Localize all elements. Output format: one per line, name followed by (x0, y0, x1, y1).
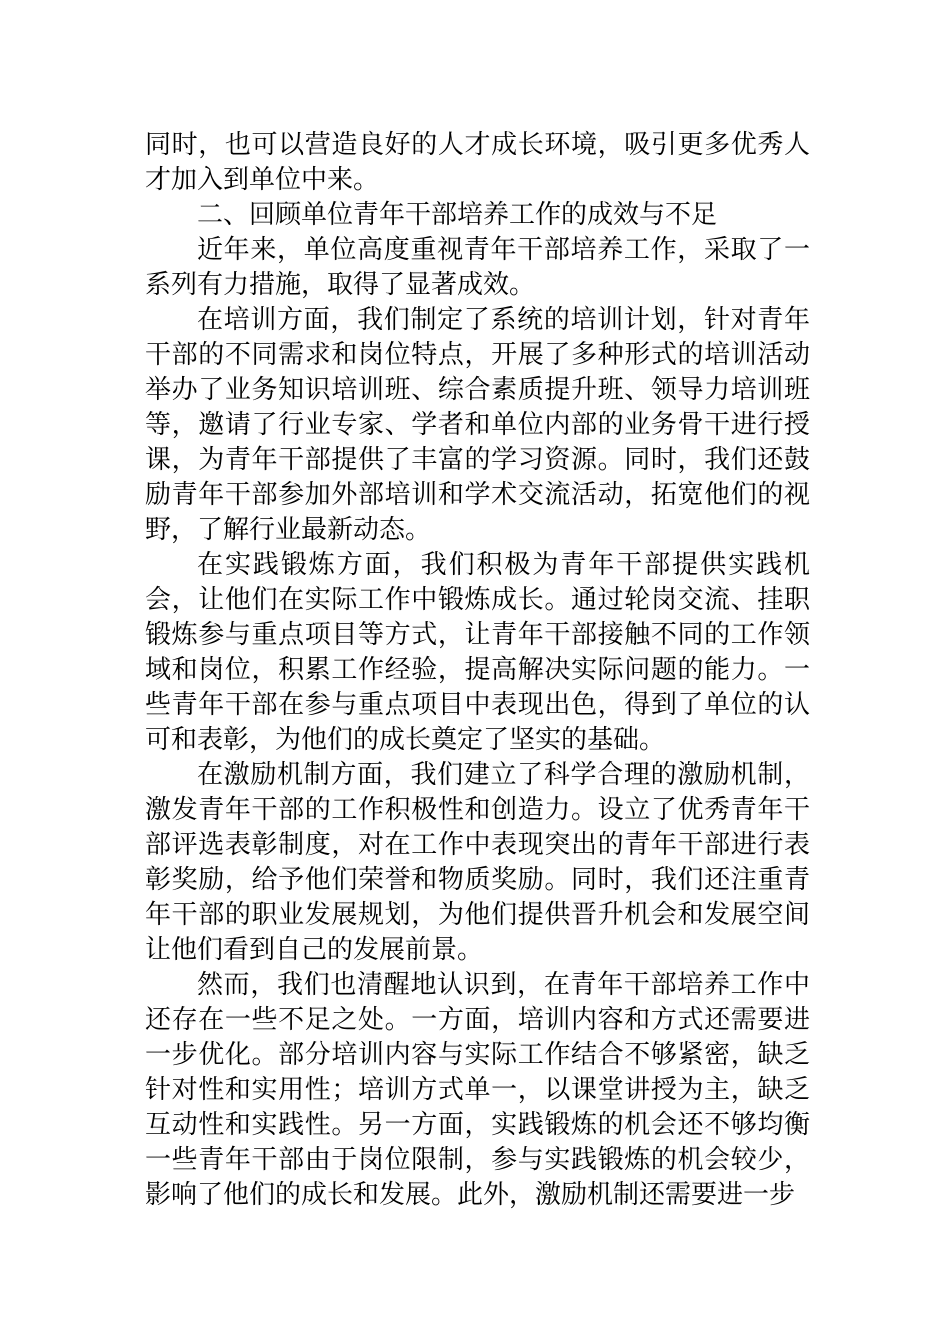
paragraph-training: 在培训方面，我们制定了系统的培训计划，针对青年干部的不同需求和岗位特点，开展了多种形式的培训活动举办了业务知识培训班、综合素质提升班、领导力培训班等，邀请了行业专家、学者和单位内部的业务骨干进行授课，为青年干部提供了丰富的学习资源。同时，我们还鼓励青年干部参加外部培训和学术交流活动，拓宽他们的视野，了解行业最新动态。 (145, 305, 810, 545)
paragraph-intro: 近年来，单位高度重视青年干部培养工作，采取了一系列有力措施，取得了显著成效。 (145, 235, 810, 300)
paragraph-shortcomings: 然而，我们也清醒地认识到，在青年干部培养工作中还存在一些不足之处。一方面，培训内容和方式还需要进一步优化。部分培训内容与实际工作结合不够紧密，缺乏针对性和实用性；培训方式单一，以课堂讲授为主，缺乏互动性和实践性。另一方面，实践锻炼的机会还不够均衡一些青年干部由于岗位限制，参与实践锻炼的机会较少，影响了他们的成长和发展。此外，激励机制还需要进一步 (145, 970, 810, 1210)
paragraph-incentive: 在激励机制方面，我们建立了科学合理的激励机制，激发青年干部的工作积极性和创造力。设立了优秀青年干部评选表彰制度，对在工作中表现突出的青年干部进行表彰奖励，给予他们荣誉和物质奖励。同时，我们还注重青年干部的职业发展规划，为他们提供晋升机会和发展空间让他们看到自己的发展前景。 (145, 760, 810, 965)
section-heading: 二、回顾单位青年干部培养工作的成效与不足 (197, 200, 718, 230)
document-body (145, 128, 810, 1213)
paragraph-practice: 在实践锻炼方面，我们积极为青年干部提供实践机会，让他们在实际工作中锻炼成长。通过轮岗交流、挂职锻炼参与重点项目等方式，让青年干部接触不同的工作领域和岗位，积累工作经验，提高解决实际问题的能力。一些青年干部在参与重点项目中表现出色，得到了单位的认可和表彰，为他们的成长奠定了坚实的基础。 (145, 550, 810, 755)
paragraph-continuation: 同时，也可以营造良好的人才成长环境，吸引更多优秀人才加入到单位中来。 (145, 130, 810, 195)
